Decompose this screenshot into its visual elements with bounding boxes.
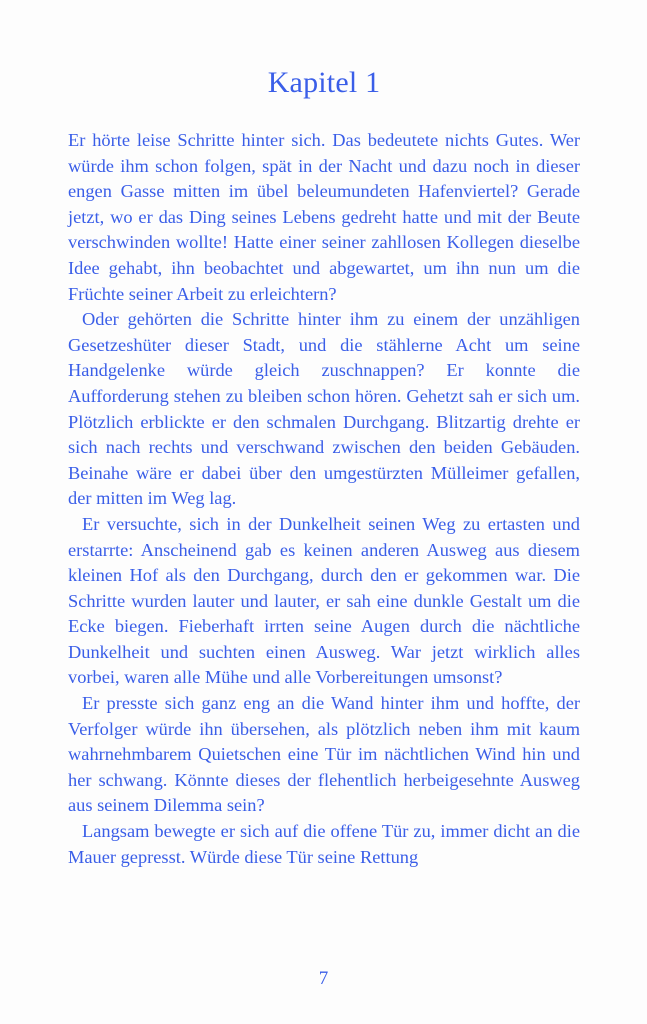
- chapter-body: [68, 128, 580, 870]
- paragraph-1: Er hörte leise Schritte hinter sich. Das bedeutete nichts Gutes. Wer würde ihm schon folgen, spät in der Nacht und dazu noch in dieser engen Gasse mitten im übel beleumundeten Hafenviertel? Gerade jetzt, wo er das Ding seines Lebens gedreht hatte und mit der Beute verschwinden wollte! Hatte einer seiner zahllosen Kollegen dieselbe Idee gehabt, ihn beobachtet und abgewartet, um ihn nun um die Früchte seiner Arbeit zu erleichtern?: [68, 130, 580, 304]
- paragraph-2: Oder gehörten die Schritte hinter ihm zu einem der unzähligen Gesetzeshüter dieser Stadt, und die stählerne Acht um seine Handgelenke würde gleich zuschnappen? Er konnte die Aufforderung stehen zu bleiben schon hören. Gehetzt sah er sich um. Plötzlich erblickte er den schmalen Durchgang. Blitzartig drehte er sich nach rechts und verschwand zwischen den beiden Gebäuden. Beinahe wäre er dabei über den umgestürzten Mülleimer gefallen, der mitten im Weg lag.: [68, 309, 580, 509]
- chapter-title: Kapitel 1: [267, 66, 381, 99]
- page-number: 7: [318, 968, 329, 989]
- paragraph-3: Er versuchte, sich in der Dunkelheit seinen Weg zu ertasten und erstarrte: Anscheinend gab es keinen anderen Ausweg aus diesem kleinen Hof als den Durchgang, durch den er gekommen war. Die Schritte wurden lauter und lauter, er sah eine dunkle Gestalt um die Ecke biegen. Fieberhaft irrten seine Augen durch die nächtliche Dunkelheit und suchten einen Ausweg. War jetzt wirklich alles vorbei, waren alle Mühe und alle Vorbereitungen umsonst?: [68, 513, 580, 688]
- paragraph-5: Langsam bewegte er sich auf die offene Tür zu, immer dicht an die Mauer gepresst. Würde diese Tür seine Rettung: [68, 821, 580, 867]
- paragraph-4: Er presste sich ganz eng an die Wand hinter ihm und hoffte, der Verfolger würde ihn übersehen, als plötzlich neben ihm mit kaum wahrnehmbarem Quietschen eine Tür im nächtlichen Wind hin und her schwang. Könnte dieses der flehentlich herbeigesehnte Ausweg aus seinem Dilemma sein?: [68, 693, 580, 816]
